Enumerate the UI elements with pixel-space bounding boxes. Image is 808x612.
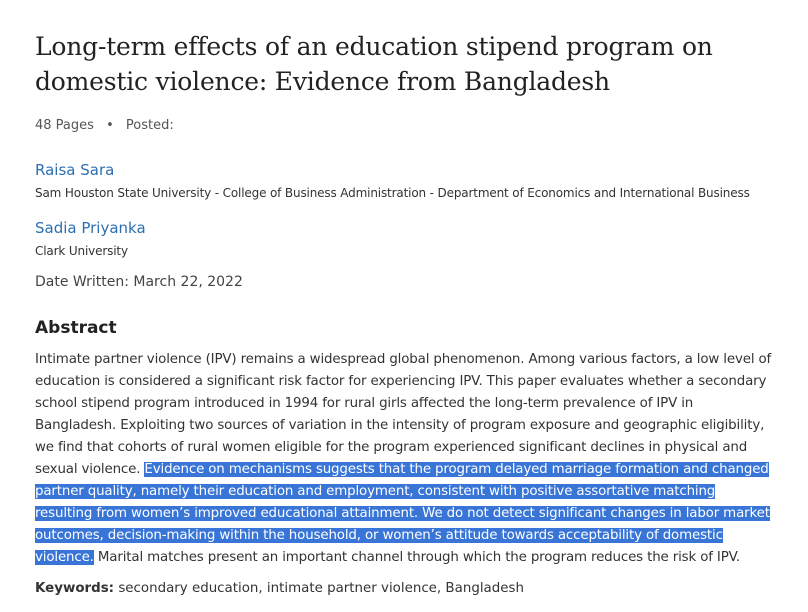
keywords-label: Keywords: xyxy=(35,581,115,596)
abstract-text-part: Intimate partner violence (IPV) remains a widespread global phenomenon. Among various factors, a low level of education is considered a significant risk factor for experiencing IPV. This paper evaluates whether a secondary school stipend program introduced in 1994 for rural girls affected the long-term prevalence of IPV in Bangladesh. Exploiting two sources of variation in the intensity of program exposure and geographic eligibility, we find that cohorts of rural women eligible for the program experienced significant declines in physical and sexual violence. xyxy=(35,352,772,477)
keywords xyxy=(35,581,524,596)
paper-title: Long-term effects of an education stipend program on domestic violence: Evidence from Bangladesh xyxy=(35,32,713,96)
paper-meta xyxy=(35,118,174,133)
selected-text-highlight[interactable]: Evidence on mechanisms suggests that the program delayed marriage formation and changed partner quality, namely their education and employment, consistent with positive assortative matching resulting from women’s improved educational attainment. We do not detect significant changes in labor market outcomes, decision-making within the household, or women’s attitude towards acceptability of domestic violence. xyxy=(35,462,770,565)
keywords-value: secondary education, intimate partner violence, Bangladesh xyxy=(118,581,524,596)
page-count: 48 Pages xyxy=(35,118,94,133)
author-link-sadia-priyanka[interactable]: Sadia Priyanka xyxy=(35,219,146,237)
author-link-raisa-sara[interactable]: Raisa Sara xyxy=(35,161,115,179)
abstract-heading: Abstract xyxy=(35,318,117,338)
abstract-text[interactable] xyxy=(35,349,775,569)
posted-label: Posted: xyxy=(125,118,174,133)
meta-separator: • xyxy=(106,118,114,133)
abstract-text-part: Marital matches present an important channel through which the program reduces the risk of IPV. xyxy=(93,550,741,565)
date-written: Date Written: March 22, 2022 xyxy=(35,274,243,290)
author-affiliation: Sam Houston State University - College of Business Administration - Department of Economics and International Business xyxy=(35,186,750,200)
author-affiliation: Clark University xyxy=(35,244,128,258)
